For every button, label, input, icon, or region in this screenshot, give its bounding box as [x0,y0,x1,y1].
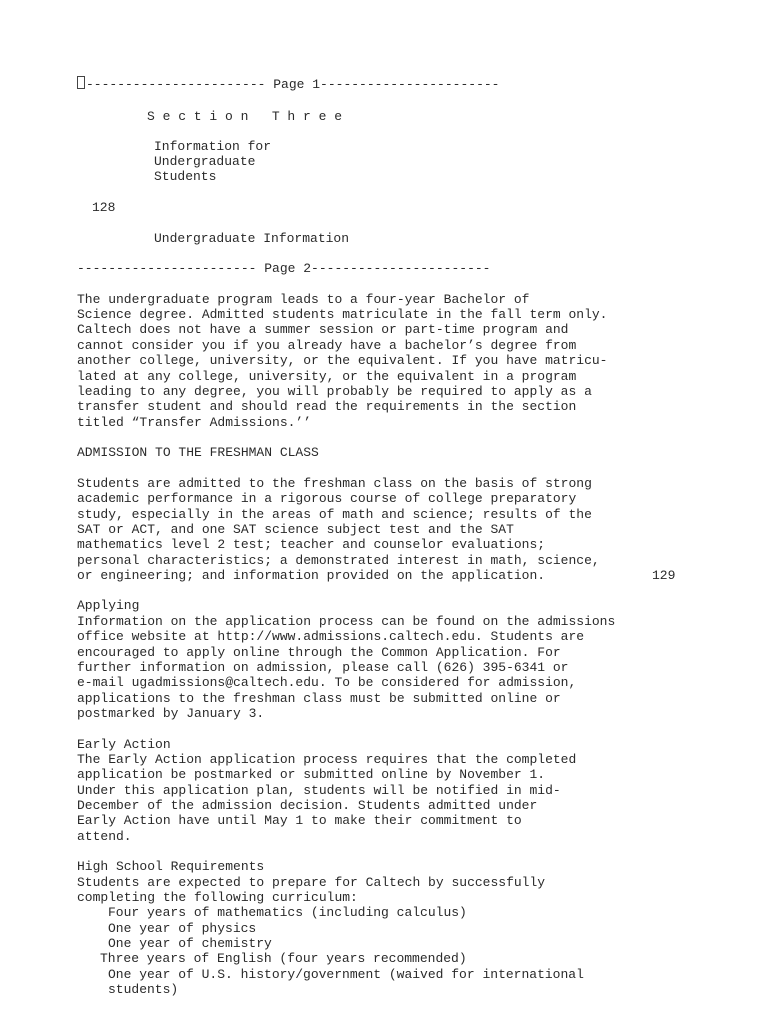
page-1-separator: ----------------------- Page 1----------------------- [77,76,499,92]
missing-glyph-icon [77,76,85,89]
paragraph-line: postmarked by January 3. [77,706,265,721]
page-2-separator: ----------------------- Page 2----------------------- [77,261,491,276]
paragraph-line: leading to any degree, you will probably be required to apply as a [77,384,592,399]
paragraph-line: The undergraduate program leads to a four-year Bachelor of [77,292,530,307]
section-heading-admission: ADMISSION TO THE FRESHMAN CLASS [77,445,319,460]
paragraph-line: December of the admission decision. Students admitted under [77,798,538,813]
paragraph-line: Under this application plan, students will be notified in mid- [77,783,561,798]
paragraph-line: personal characteristics; a demonstrated interest in math, science, [77,553,600,568]
page-number-129: 129 [652,568,676,583]
paragraph-line: Information on the application process can be found on the admissions [77,614,616,629]
paragraph-line: another college, university, or the equivalent. If you have matricu- [77,353,608,368]
paragraph-line: e-mail ugadmissions@caltech.edu. To be considered for admission, [77,675,577,690]
subtitle-line: Students [154,169,217,184]
paragraph-line: Students are expected to prepare for Caltech by successfully [77,875,546,890]
paragraph-line: further information on admission, please call (626) 395-6341 or [77,660,569,675]
paragraph-line: cannot consider you if you already have a bachelor’s degree from [77,338,577,353]
curriculum-item: Four years of mathematics (including calculus) [108,905,467,920]
paragraph-line: SAT or ACT, and one SAT science subject test and the SAT [77,522,514,537]
section-heading-high-school: High School Requirements [77,859,265,874]
paragraph-line: office website at http://www.admissions.caltech.edu. Students are [77,629,585,644]
paragraph-line: completing the following curriculum: [77,890,358,905]
curriculum-item: One year of chemistry [108,936,272,951]
paragraph-line: applications to the freshman class must be submitted online or [77,691,561,706]
paragraph-line: Science degree. Admitted students matriculate in the fall term only. [77,307,608,322]
paragraph-line: academic performance in a rigorous course of college preparatory [77,491,577,506]
paragraph-line: encouraged to apply online through the Common Application. For [77,645,561,660]
paragraph-line: The Early Action application process requires that the completed [77,752,577,767]
curriculum-item: Three years of English (four years recommended) [100,951,467,966]
section-heading-early-action: Early Action [77,737,171,752]
curriculum-item: One year of physics [108,921,257,936]
paragraph-line: Early Action have until May 1 to make their commitment to [77,813,522,828]
paragraph-line: Students are admitted to the freshman class on the basis of strong [77,476,592,491]
paragraph-line: titled “Transfer Admissions.’’ [77,415,312,430]
paragraph-line: lated at any college, university, or the equivalent in a program [77,369,577,384]
paragraph-line: Caltech does not have a summer session or part-time program and [77,322,569,337]
paragraph-line: application be postmarked or submitted online by November 1. [77,767,546,782]
section-heading-applying: Applying [77,598,140,613]
page-number-128: 128 [92,200,116,215]
page-heading: Undergraduate Information [154,231,350,246]
paragraph-line: mathematics level 2 test; teacher and counselor evaluations; [77,537,546,552]
paragraph-line: study, especially in the areas of math and science; results of the [77,507,592,522]
subtitle-line: Information for [154,139,272,154]
paragraph-line: or engineering; and information provided on the application. [77,568,546,583]
paragraph-line: transfer student and should read the requirements in the section [77,399,577,414]
section-title: S e c t i o n T h r e e [147,109,343,124]
subtitle-line: Undergraduate [154,154,256,169]
curriculum-item: One year of U.S. history/government (waived for international [108,967,584,982]
paragraph-line: attend. [77,829,132,844]
curriculum-item: students) [108,982,179,997]
